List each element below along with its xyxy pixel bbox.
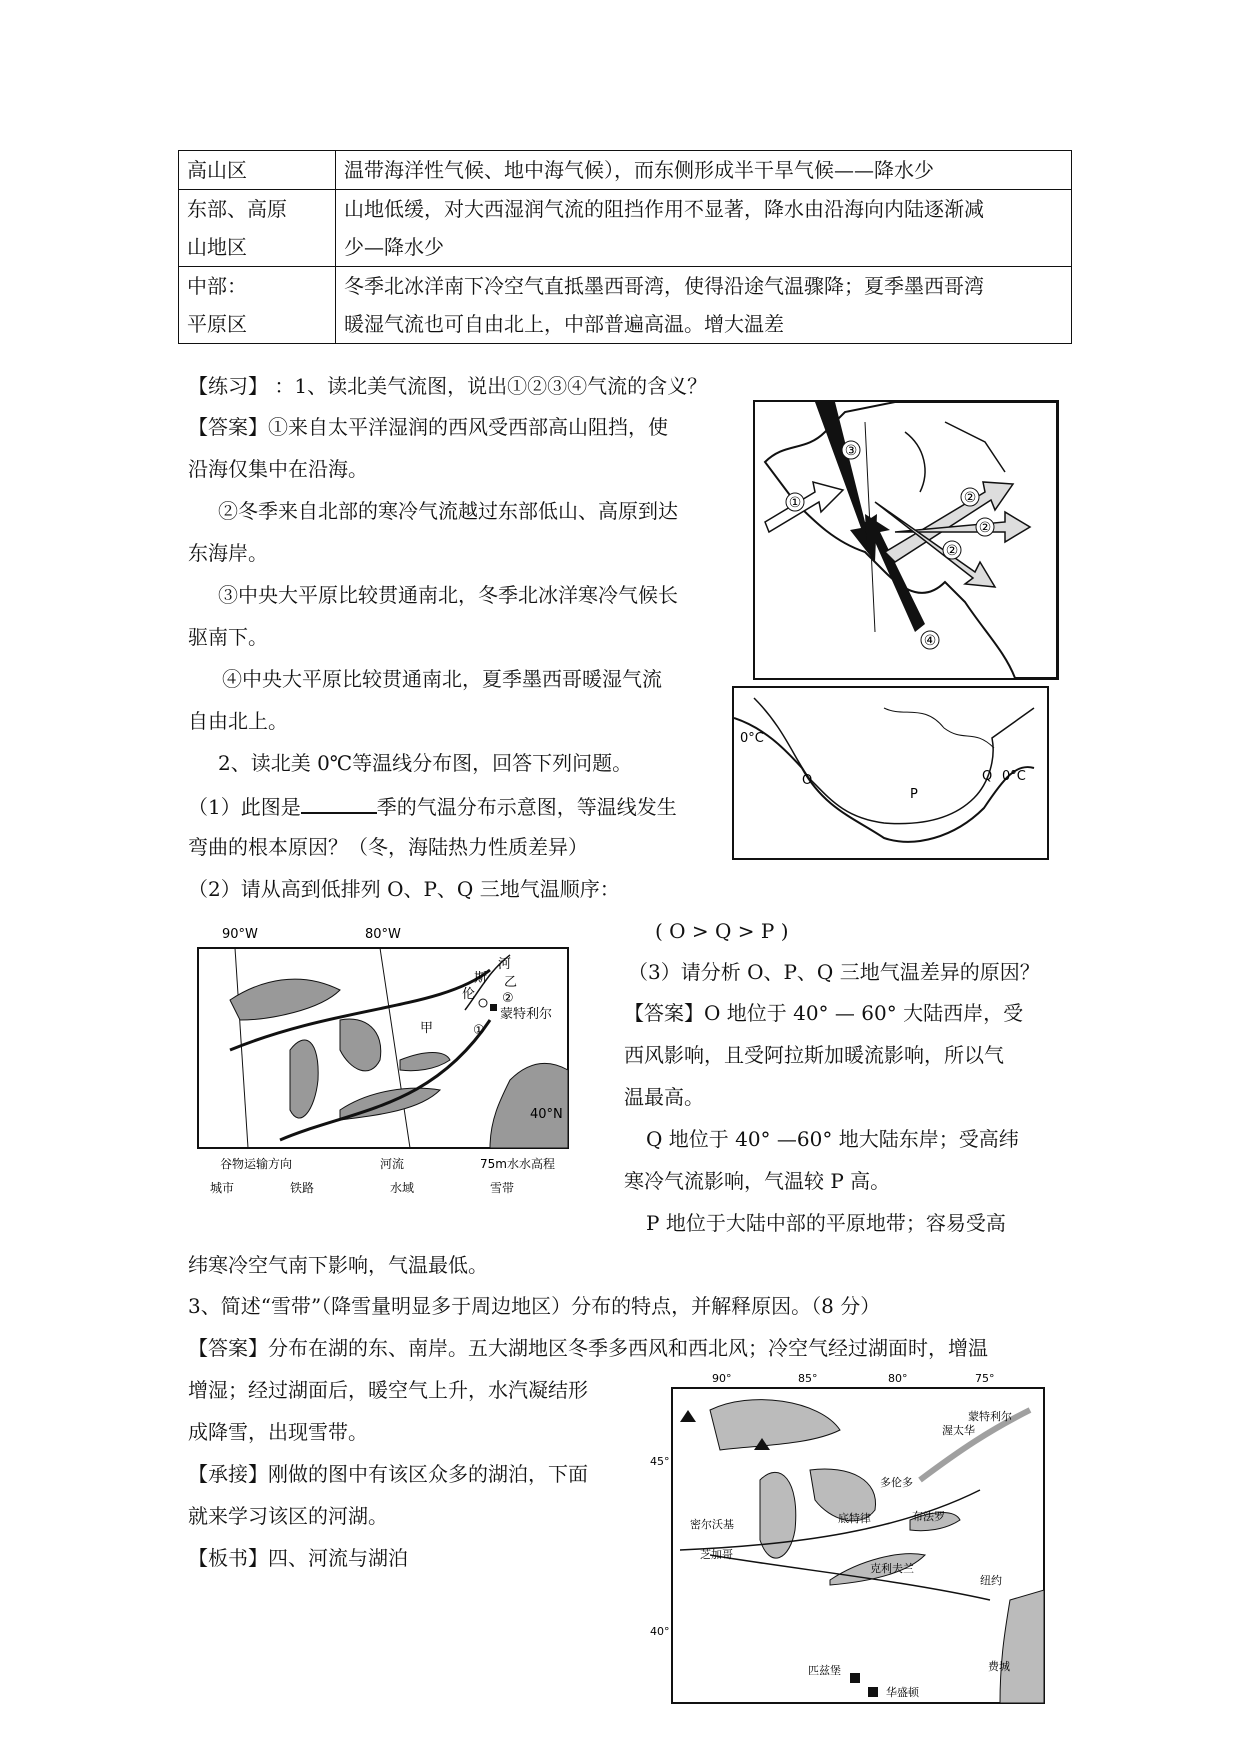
place-label: ① <box>473 1023 485 1038</box>
region-line: 山地区 <box>187 235 247 259</box>
latitude-label: 40°N <box>530 1107 563 1122</box>
exercise-2-question: 2、读北美 0℃等温线分布图，回答下列问题。 <box>218 751 633 775</box>
table-cell-text <box>336 190 1072 267</box>
city-label: 克利夫兰 <box>870 1562 914 1575</box>
place-label: ② <box>502 991 514 1006</box>
longitude-label: 90° <box>712 1372 732 1385</box>
table-row <box>179 151 1072 190</box>
legend-item: 水域 <box>390 1181 415 1195</box>
transition-line: 【承接】刚做的图中有该区众多的湖泊，下面 <box>188 1462 588 1486</box>
answer-line: 【答案】O 地位于 40° — 60° 大陆西岸，受 <box>624 1001 1024 1025</box>
longitude-label: 85° <box>798 1372 818 1385</box>
question-line <box>188 792 677 821</box>
airflow-label-2: ② <box>945 543 959 559</box>
city-label: 渥太华 <box>942 1424 975 1437</box>
legend-item: 城市 <box>210 1181 235 1195</box>
answer-line: 沿海仅集中在沿海。 <box>188 457 368 481</box>
table-cell-text <box>336 267 1072 344</box>
text-line: 少—降水少 <box>344 235 444 259</box>
airflow-label-1: ① <box>788 495 802 511</box>
question-line: （2）请从高到低排列 O、P、Q 三地气温顺序： <box>188 877 620 901</box>
answer-line: ④中央大平原比较贯通南北，夏季墨西哥暖湿气流 <box>222 667 662 691</box>
city-label: 蒙特利尔 <box>500 1007 553 1022</box>
city-label: 纽约 <box>980 1574 1002 1587</box>
answer-line: 自由北上。 <box>188 709 288 733</box>
city-label: 布法罗 <box>912 1510 945 1523</box>
city-label: 芝加哥 <box>700 1548 733 1561</box>
airflow-label-2: ② <box>963 490 977 506</box>
longitude-label: 80°W <box>365 927 401 942</box>
text-line: 冬季北冰洋南下冷空气直抵墨西哥湾，使得沿途气温骤降；夏季墨西哥湾 <box>344 274 984 298</box>
text-line: 山地低缓，对大西湿润气流的阻挡作用不显著，降水由沿海向内陆逐渐减 <box>344 197 984 221</box>
question-line: （3）请分析 O、P、Q 三地气温差异的原因？ <box>628 960 1040 984</box>
airflow-label-2: ② <box>978 520 992 536</box>
airflow-map <box>753 400 1059 680</box>
place-label: 河 <box>498 957 512 972</box>
region-line: 中部： <box>187 274 247 298</box>
great-lakes-map <box>650 1370 1050 1708</box>
point-o-label: O <box>802 773 813 788</box>
answer-line: 东海岸。 <box>188 541 268 565</box>
longitude-label: 90°W <box>222 927 258 942</box>
city-label: 华盛顿 <box>886 1686 919 1699</box>
region-line: 平原区 <box>187 312 247 336</box>
question-part: 季的气温分布示意图，等温线发生 <box>376 795 677 819</box>
question-line: 弯曲的根本原因？（冬，海陆热力性质差异） <box>188 835 588 859</box>
climate-table <box>178 150 1072 344</box>
answer-line: 纬寒冷空气南下影响，气温最低。 <box>188 1253 488 1277</box>
exercise-3-question: 3、简述“雪带”（降雪量明显多于周边地区）分布的特点，并解释原因。（8 分） <box>188 1294 881 1318</box>
table-cell-region: 高山区 <box>179 151 336 190</box>
legend-item: 铁路 <box>290 1181 315 1195</box>
answer-line: Q 地位于 40° —60° 地大陆东岸；受高纬 <box>646 1127 1019 1151</box>
answer-order: ( O > Q > P ) <box>655 919 789 943</box>
answer-line: 温最高。 <box>624 1085 704 1109</box>
answer-line: ②冬季来自北部的寒冷气流越过东部低山、高原到达 <box>218 499 678 523</box>
place-label: 甲 <box>420 1021 434 1036</box>
answer-line: 【答案】分布在湖的东、南岸。五大湖地区冬季多西风和西北风；冷空气经过湖面时，增温 <box>188 1336 988 1360</box>
table-cell-region <box>179 190 336 267</box>
board-heading: 【板书】四、河流与湖泊 <box>188 1546 408 1570</box>
airflow-label-4: ④ <box>923 633 937 649</box>
city-label: 底特律 <box>838 1512 871 1525</box>
city-label: 匹兹堡 <box>808 1664 841 1677</box>
city-label: 蒙特利尔 <box>968 1410 1012 1423</box>
answer-line: 增湿；经过湖面后，暖空气上升，水汽凝结形 <box>188 1378 588 1402</box>
region-line: 东部、高原 <box>187 197 287 221</box>
answer-line: ③中央大平原比较贯通南北，冬季北冰洋寒冷气候长 <box>218 583 678 607</box>
answer-line: 驱南下。 <box>188 625 268 649</box>
place-label: 斯 <box>474 971 488 986</box>
table-cell-region <box>179 267 336 344</box>
answer-line: 西风影响，且受阿拉斯加暖流影响，所以气 <box>624 1043 1004 1067</box>
point-q-label: Q <box>982 769 993 784</box>
legend-item: 75m水水高程 <box>480 1157 555 1171</box>
longitude-label: 75° <box>975 1372 995 1385</box>
table-row <box>179 267 1072 344</box>
answer-blank <box>301 792 377 814</box>
isotherm-map <box>732 686 1049 860</box>
question-part: （1）此图是 <box>188 795 301 819</box>
place-label: 伦 <box>462 987 476 1002</box>
answer-line: P 地位于大陆中部的平原地带；容易受高 <box>646 1211 1006 1235</box>
snowbelt-map <box>190 910 580 1210</box>
longitude-label: 80° <box>888 1372 908 1385</box>
table-row <box>179 190 1072 267</box>
legend-item: 谷物运输方向 <box>220 1157 293 1171</box>
place-label: 乙 <box>504 975 518 990</box>
isotherm-label: 0°C <box>740 731 764 746</box>
text-line: 暖湿气流也可自由北上，中部普遍高温。增大温差 <box>344 312 784 336</box>
point-p-label: P <box>910 787 918 802</box>
airflow-label-3: ③ <box>844 443 858 459</box>
latitude-label: 45° <box>650 1455 670 1468</box>
answer-line: 【答案】①来自太平洋湿润的西风受西部高山阻挡，使 <box>188 415 668 439</box>
exercise-1-question: 【练习】 ：1、读北美气流图，说出①②③④气流的含义？ <box>188 374 708 398</box>
legend-item: 河流 <box>380 1157 405 1171</box>
legend-item: 雪带 <box>490 1181 515 1195</box>
city-label: 密尔沃基 <box>690 1518 734 1531</box>
latitude-label: 40° <box>650 1625 670 1638</box>
isotherm-label: 0°C <box>1002 769 1026 784</box>
answer-line: 成降雪，出现雪带。 <box>188 1420 368 1444</box>
city-label: 费城 <box>988 1660 1010 1673</box>
answer-line: 寒冷气流影响，气温较 P 高。 <box>624 1169 891 1193</box>
city-label: 多伦多 <box>880 1476 913 1489</box>
table-cell-text: 温带海洋性气候、地中海气候），而东侧形成半干旱气候——降水少 <box>336 151 1072 190</box>
transition-line: 就来学习该区的河湖。 <box>188 1504 388 1528</box>
